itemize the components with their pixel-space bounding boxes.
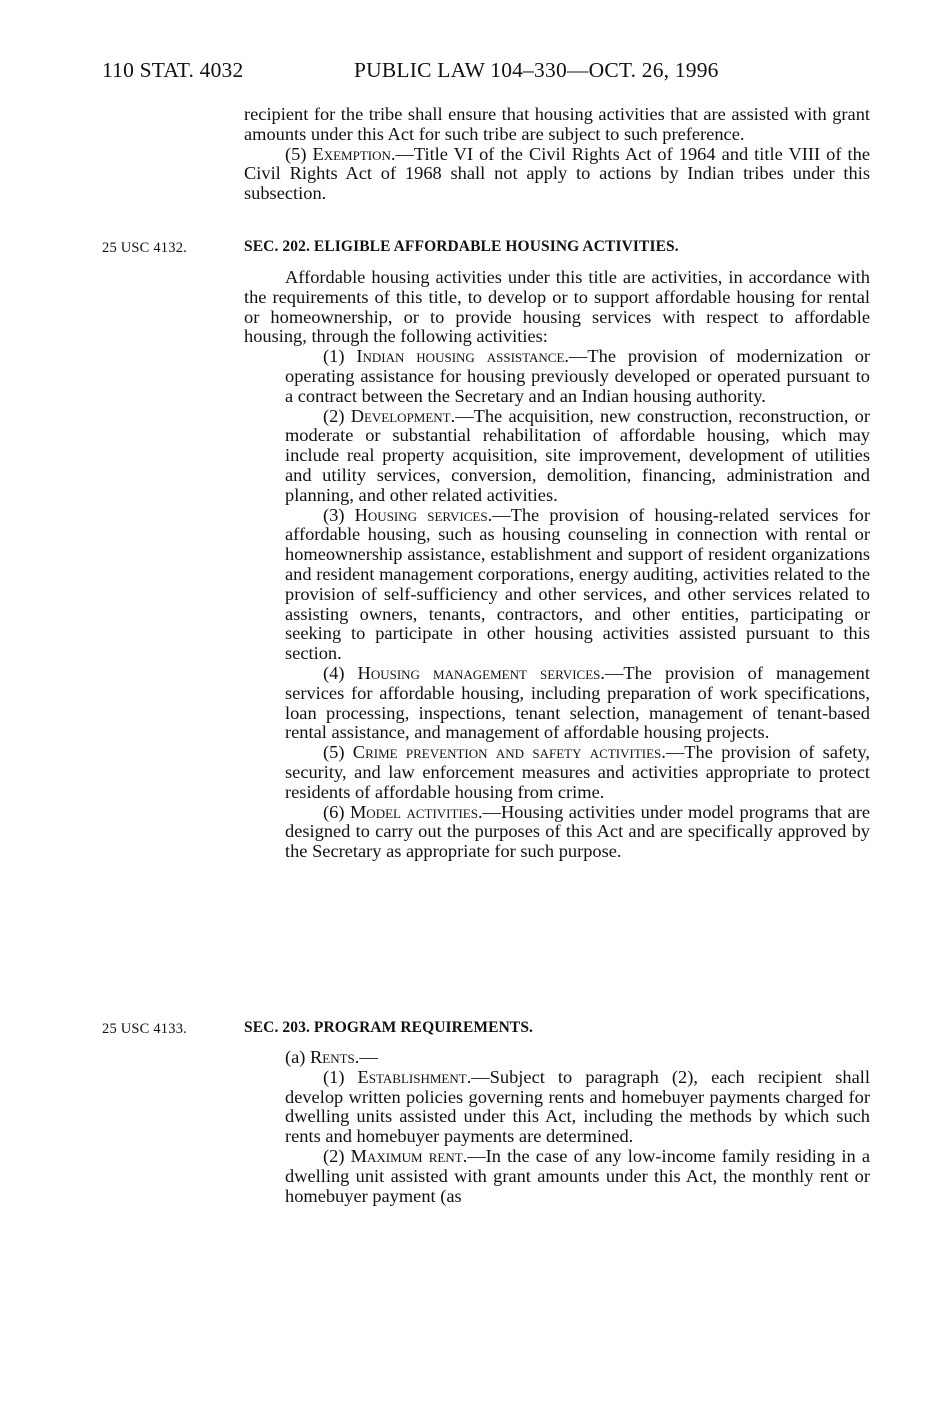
item-heading: Crime prevention and safety activities	[352, 742, 662, 763]
item-number: (2)	[323, 1145, 351, 1166]
item-heading: Housing management services	[357, 662, 601, 683]
item-number: (4)	[323, 662, 358, 683]
item-text: .—The acquisition, new construction, reconstruction, or moderate or substantial rehabilitation of affordable housing, which may include real property acquisition, site improvement, development of utilities and utility services, conversion, demolition, financing, administration and planning, and other related activities.	[285, 405, 870, 505]
sec-202-item-2	[244, 407, 870, 506]
exemption-paragraph	[244, 145, 870, 204]
exemption-text: .—Title VI of the Civil Rights Act of 1964 and title VIII of the Civil Rights Act of 1968 shall not apply to actions by Indian tribes under this subsection.	[244, 143, 870, 204]
subsection-heading: Rents	[310, 1047, 355, 1067]
running-header	[102, 58, 872, 88]
statute-page-number: 110 STAT. 4032	[102, 58, 244, 82]
sec-202-item-1	[244, 347, 870, 406]
item-text: .—In the case of any low-income family residing in a dwelling unit assisted with grant amounts under this Act, the monthly rent or homebuyer payment (as	[285, 1145, 870, 1206]
sec-202-item-6	[244, 803, 870, 862]
sec-202-item-3	[244, 506, 870, 664]
item-number: (1)	[323, 346, 357, 367]
item-number: (6)	[323, 801, 350, 822]
sec-203-item-2	[244, 1147, 870, 1206]
item-text: .—The provision of management services for affordable housing, including preparation of work specifications, loan processing, inspections, tenant selection, management of tenant-based rental assistance, and management of affordable housing projects.	[285, 662, 870, 743]
section-heading-202: SEC. 202. ELIGIBLE AFFORDABLE HOUSING ACTIVITIES.	[244, 238, 679, 255]
item-number: (1)	[323, 1066, 358, 1087]
sec-202-item-5	[244, 743, 870, 802]
sec-202-item-4	[244, 664, 870, 743]
subsection-dash: .—	[354, 1047, 378, 1067]
continuation-paragraph: recipient for the tribe shall ensure that housing activities that are assisted with grant amounts under this Act for such tribe are subject to such preference.	[244, 104, 870, 144]
margin-note-sec-202: 25 USC 4132.	[102, 240, 187, 256]
sec-203-body	[244, 1048, 870, 1206]
subsection-number: (a)	[285, 1047, 311, 1067]
margin-note-sec-203: 25 USC 4133.	[102, 1021, 187, 1037]
item-heading: Indian housing assistance	[356, 346, 565, 367]
item-heading: Maximum rent	[350, 1145, 463, 1166]
item-number: (5)	[323, 742, 353, 763]
item-number: (3)	[323, 504, 355, 525]
item-text: .—The provision of housing-related services for affordable housing, such as housing counseling in connection with rental or homeownership assistance, establishment and support of resident organizations and resident management corporations, energy auditing, activities related to the provision of self-sufficiency and other services, and other services related to assisting owners, tenants, contractors, and other entities, participating or seeking to participate in other housing activities assisted pursuant to this section.	[285, 504, 870, 664]
item-text: .—Housing activities under model programs that are designed to carry out the purposes of this Act and are specifically approved by the Secretary as appropriate for such purpose.	[285, 801, 870, 862]
intro-block	[244, 105, 870, 204]
exemption-heading: Exemption	[312, 143, 391, 164]
item-number: (2)	[323, 405, 351, 426]
exemption-number: (5)	[285, 143, 313, 164]
item-heading: Development	[350, 405, 451, 426]
item-heading: Housing services	[354, 504, 488, 525]
public-law-title: PUBLIC LAW 104–330—OCT. 26, 1996	[354, 58, 719, 82]
item-text: .—The provision of safety, security, and law enforcement measures and activities appropriate to protect residents of affordable housing from crime.	[285, 742, 871, 802]
section-heading-203: SEC. 203. PROGRAM REQUIREMENTS.	[244, 1019, 534, 1036]
item-text: .—Subject to paragraph (2), each recipient shall develop written policies governing rents and homebuyer payments charged for dwelling units assisted under this Act, including the methods by which such rents and homebuyer payments are determined.	[285, 1066, 870, 1147]
sec-203-subsection-a	[244, 1048, 870, 1068]
sec-202-intro: Affordable housing activities under this title are activities, in accordance with the requirements of this title, to develop or to support affordable housing for rental or homeownership, or to provide housing services with respect to affordable housing, through the following activities:	[244, 267, 870, 347]
item-text: .—The provision of modernization or operating assistance for housing previously developed or operated pursuant to a contract between the Secretary and an Indian housing authority.	[285, 346, 871, 406]
item-heading: Model activities	[349, 801, 478, 822]
item-heading: Establishment	[357, 1066, 467, 1087]
sec-203-item-1	[244, 1068, 870, 1147]
sec-202-body	[244, 268, 870, 862]
